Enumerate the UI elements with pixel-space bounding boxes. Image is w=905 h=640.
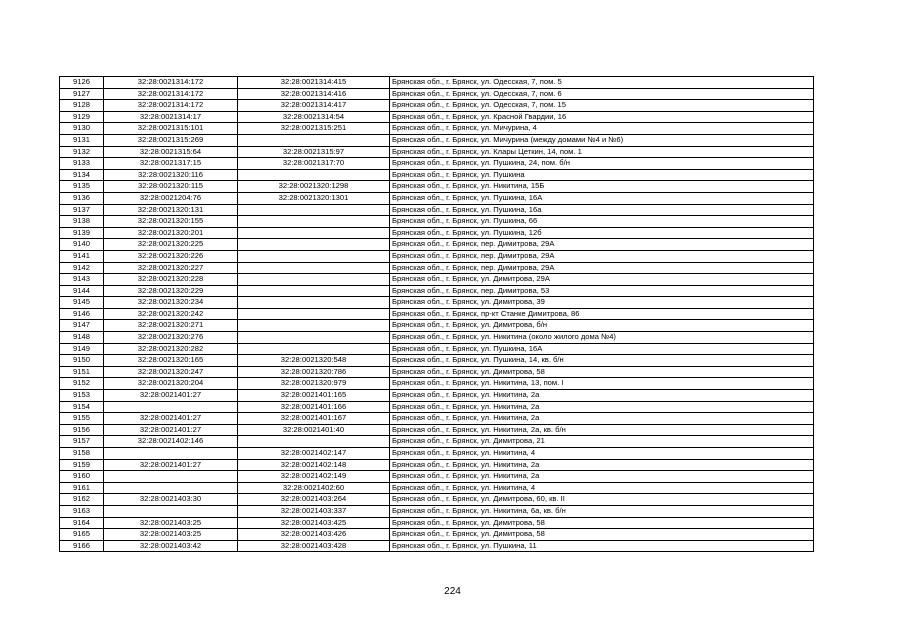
table-row <box>60 274 814 286</box>
object-cadastral-number-cell <box>238 285 390 297</box>
cadastral-number-cell: 32:28:0021320:276 <box>104 332 238 344</box>
cadastral-number-cell: 32:28:0021320:228 <box>104 274 238 286</box>
address-cell: Брянская обл., г. Брянск, ул. Одесская, 7, пом. 15 <box>390 100 814 112</box>
cadastral-number-cell: 32:28:0021315:64 <box>104 146 238 158</box>
address-cell: Брянская обл., г. Брянск, ул. Пушкина, 16а <box>390 204 814 216</box>
table-row <box>60 471 814 483</box>
row-number-cell: 9146 <box>60 308 104 320</box>
table-row <box>60 111 814 123</box>
cadastral-number-cell <box>104 482 238 494</box>
cadastral-number-cell: 32:28:0021320:227 <box>104 262 238 274</box>
cadastral-number-cell: 32:28:0021314:172 <box>104 100 238 112</box>
table-row <box>60 250 814 262</box>
address-cell: Брянская обл., г. Брянск, пер. Димитрова, 29А <box>390 250 814 262</box>
address-cell: Брянская обл., г. Брянск, ул. Мичурина (между домами №4 и №6) <box>390 134 814 146</box>
row-number-cell: 9157 <box>60 436 104 448</box>
cadastral-number-cell: 32:28:0021320:201 <box>104 227 238 239</box>
row-number-cell: 9145 <box>60 297 104 309</box>
table-row <box>60 181 814 193</box>
cadastral-number-cell: 32:28:0021204:76 <box>104 192 238 204</box>
table-row <box>60 517 814 529</box>
table-row <box>60 401 814 413</box>
address-cell: Брянская обл., г. Брянск, ул. Красной Гвардии, 16 <box>390 111 814 123</box>
object-cadastral-number-cell: 32:28:0021314:415 <box>238 77 390 89</box>
address-cell: Брянская обл., г. Брянск, ул. Никитина (около жилого дома №4) <box>390 332 814 344</box>
table-row <box>60 77 814 89</box>
address-cell: Брянская обл., г. Брянск, ул. Одесская, 7, пом. 5 <box>390 77 814 89</box>
address-cell: Брянская обл., г. Брянск, ул. Димитрова, 21 <box>390 436 814 448</box>
cadastral-number-cell: 32:28:0021320:155 <box>104 216 238 228</box>
address-cell: Брянская обл., г. Брянск, ул. Никитина, 2а <box>390 413 814 425</box>
address-cell: Брянская обл., г. Брянск, пр-кт Станке Димитрова, 86 <box>390 308 814 320</box>
row-number-cell: 9136 <box>60 192 104 204</box>
cadastral-number-cell: 32:28:0021320:165 <box>104 355 238 367</box>
cadastral-number-cell: 32:28:0021320:204 <box>104 378 238 390</box>
row-number-cell: 9139 <box>60 227 104 239</box>
table-row <box>60 227 814 239</box>
row-number-cell: 9158 <box>60 448 104 460</box>
cadastral-number-cell: 32:28:0021320:271 <box>104 320 238 332</box>
cadastral-number-cell: 32:28:0021401:27 <box>104 459 238 471</box>
address-cell: Брянская обл., г. Брянск, ул. Пушкина, 16А <box>390 343 814 355</box>
object-cadastral-number-cell <box>238 239 390 251</box>
address-cell: Брянская обл., г. Брянск, пер. Димитрова, 53 <box>390 285 814 297</box>
table-row <box>60 88 814 100</box>
row-number-cell: 9126 <box>60 77 104 89</box>
table-row <box>60 413 814 425</box>
address-cell: Брянская обл., г. Брянск, ул. Никитина, 2а <box>390 471 814 483</box>
table-row <box>60 529 814 541</box>
object-cadastral-number-cell: 32:28:0021403:426 <box>238 529 390 541</box>
table-row <box>60 332 814 344</box>
row-number-cell: 9166 <box>60 540 104 552</box>
row-number-cell: 9153 <box>60 390 104 402</box>
table-row <box>60 100 814 112</box>
table-row <box>60 320 814 332</box>
object-cadastral-number-cell: 32:28:0021402:60 <box>238 482 390 494</box>
row-number-cell: 9140 <box>60 239 104 251</box>
address-cell: Брянская обл., г. Брянск, ул. Никитина, 6а, кв. б/н <box>390 505 814 517</box>
row-number-cell: 9138 <box>60 216 104 228</box>
table-row <box>60 355 814 367</box>
table-row <box>60 540 814 552</box>
object-cadastral-number-cell <box>238 343 390 355</box>
object-cadastral-number-cell: 32:28:0021401:166 <box>238 401 390 413</box>
row-number-cell: 9156 <box>60 424 104 436</box>
row-number-cell: 9134 <box>60 169 104 181</box>
cadastral-number-cell: 32:28:0021320:242 <box>104 308 238 320</box>
object-cadastral-number-cell: 32:28:0021402:149 <box>238 471 390 483</box>
row-number-cell: 9148 <box>60 332 104 344</box>
row-number-cell: 9133 <box>60 158 104 170</box>
row-number-cell: 9127 <box>60 88 104 100</box>
row-number-cell: 9132 <box>60 146 104 158</box>
cadastral-number-cell <box>104 401 238 413</box>
cadastral-number-cell: 32:28:0021403:30 <box>104 494 238 506</box>
table-row <box>60 146 814 158</box>
object-cadastral-number-cell: 32:28:0021314:416 <box>238 88 390 100</box>
object-cadastral-number-cell <box>238 204 390 216</box>
table-body <box>60 77 814 552</box>
object-cadastral-number-cell <box>238 250 390 262</box>
object-cadastral-number-cell: 32:28:0021320:548 <box>238 355 390 367</box>
table-row <box>60 448 814 460</box>
cadastral-number-cell: 32:28:0021314:172 <box>104 77 238 89</box>
cadastral-number-cell: 32:28:0021320:282 <box>104 343 238 355</box>
row-number-cell: 9164 <box>60 517 104 529</box>
table-row <box>60 482 814 494</box>
table-row <box>60 424 814 436</box>
cadastral-number-cell: 32:28:0021320:115 <box>104 181 238 193</box>
table-row <box>60 505 814 517</box>
cadastral-number-cell: 32:28:0021315:101 <box>104 123 238 135</box>
table-row <box>60 366 814 378</box>
row-number-cell: 9142 <box>60 262 104 274</box>
object-cadastral-number-cell: 32:28:0021317:70 <box>238 158 390 170</box>
table-row <box>60 204 814 216</box>
row-number-cell: 9129 <box>60 111 104 123</box>
row-number-cell: 9150 <box>60 355 104 367</box>
address-cell: Брянская обл., г. Брянск, ул. Димитрова, 29А <box>390 274 814 286</box>
object-cadastral-number-cell: 32:28:0021320:1298 <box>238 181 390 193</box>
row-number-cell: 9149 <box>60 343 104 355</box>
row-number-cell: 9131 <box>60 134 104 146</box>
address-cell: Брянская обл., г. Брянск, ул. Димитрова, 58 <box>390 529 814 541</box>
row-number-cell: 9130 <box>60 123 104 135</box>
cadastral-number-cell: 32:28:0021403:25 <box>104 529 238 541</box>
row-number-cell: 9160 <box>60 471 104 483</box>
address-cell: Брянская обл., г. Брянск, ул. Мичурина, 4 <box>390 123 814 135</box>
object-cadastral-number-cell: 32:28:0021315:97 <box>238 146 390 158</box>
address-cell: Брянская обл., г. Брянск, ул. Димитрова, 39 <box>390 297 814 309</box>
cadastral-number-cell: 32:28:0021320:234 <box>104 297 238 309</box>
address-cell: Брянская обл., г. Брянск, ул. Никитина, 2а, кв. б/н <box>390 424 814 436</box>
address-cell: Брянская обл., г. Брянск, ул. Никитина, 4 <box>390 482 814 494</box>
address-cell: Брянская обл., г. Брянск, ул. Одесская, 7, пом. 6 <box>390 88 814 100</box>
table-row <box>60 134 814 146</box>
row-number-cell: 9143 <box>60 274 104 286</box>
address-cell: Брянская обл., г. Брянск, ул. Пушкина, 24, пом. б/н <box>390 158 814 170</box>
cadastral-number-cell: 32:28:0021401:27 <box>104 390 238 402</box>
cadastral-number-cell: 32:28:0021403:42 <box>104 540 238 552</box>
row-number-cell: 9159 <box>60 459 104 471</box>
object-cadastral-number-cell: 32:28:0021320:1301 <box>238 192 390 204</box>
object-cadastral-number-cell: 32:28:0021401:167 <box>238 413 390 425</box>
cadastral-number-cell: 32:28:0021320:116 <box>104 169 238 181</box>
object-cadastral-number-cell: 32:28:0021403:264 <box>238 494 390 506</box>
address-cell: Брянская обл., г. Брянск, ул. Никитина, 2а <box>390 459 814 471</box>
cadastral-number-cell: 32:28:0021320:226 <box>104 250 238 262</box>
cadastral-number-cell: 32:28:0021401:27 <box>104 424 238 436</box>
address-cell: Брянская обл., г. Брянск, ул. Никитина, 2а <box>390 401 814 413</box>
address-cell: Брянская обл., г. Брянск, ул. Димитрова, 58 <box>390 517 814 529</box>
table-row <box>60 343 814 355</box>
object-cadastral-number-cell: 32:28:0021320:979 <box>238 378 390 390</box>
row-number-cell: 9151 <box>60 366 104 378</box>
cadastral-number-cell: 32:28:0021314:172 <box>104 88 238 100</box>
address-cell: Брянская обл., г. Брянск, ул. Пушкина <box>390 169 814 181</box>
row-number-cell: 9165 <box>60 529 104 541</box>
table-row <box>60 308 814 320</box>
table-row <box>60 216 814 228</box>
object-cadastral-number-cell <box>238 134 390 146</box>
table-row <box>60 297 814 309</box>
address-cell: Брянская обл., г. Брянск, пер. Димитрова, 29А <box>390 262 814 274</box>
object-cadastral-number-cell: 32:28:0021402:147 <box>238 448 390 460</box>
address-cell: Брянская обл., г. Брянск, ул. Димитрова, 58 <box>390 366 814 378</box>
object-cadastral-number-cell <box>238 262 390 274</box>
table-row <box>60 239 814 251</box>
address-cell: Брянская обл., г. Брянск, ул. Никитина, 13, пом. I <box>390 378 814 390</box>
table-row <box>60 123 814 135</box>
address-cell: Брянская обл., г. Брянск, ул. Пушкина, 12б <box>390 227 814 239</box>
cadastral-number-cell: 32:28:0021314:17 <box>104 111 238 123</box>
table-row <box>60 390 814 402</box>
row-number-cell: 9128 <box>60 100 104 112</box>
address-cell: Брянская обл., г. Брянск, ул. Пушкина, 11 <box>390 540 814 552</box>
object-cadastral-number-cell: 32:28:0021401:165 <box>238 390 390 402</box>
cadastral-number-cell: 32:28:0021403:25 <box>104 517 238 529</box>
object-cadastral-number-cell <box>238 308 390 320</box>
table-row <box>60 459 814 471</box>
table-row <box>60 169 814 181</box>
page-number: 224 <box>444 586 461 597</box>
property-register-table <box>59 76 814 552</box>
row-number-cell: 9147 <box>60 320 104 332</box>
cadastral-number-cell <box>104 471 238 483</box>
cadastral-number-cell: 32:28:0021315:269 <box>104 134 238 146</box>
cadastral-number-cell <box>104 448 238 460</box>
address-cell: Брянская обл., г. Брянск, ул. Пушкина, 16А <box>390 192 814 204</box>
object-cadastral-number-cell: 32:28:0021403:425 <box>238 517 390 529</box>
row-number-cell: 9154 <box>60 401 104 413</box>
address-cell: Брянская обл., г. Брянск, ул. Пушкина, 66 <box>390 216 814 228</box>
row-number-cell: 9162 <box>60 494 104 506</box>
address-cell: Брянская обл., г. Брянск, ул. Димитрова, б/н <box>390 320 814 332</box>
table-row <box>60 494 814 506</box>
address-cell: Брянская обл., г. Брянск, ул. Клары Цеткин, 14, пом. 1 <box>390 146 814 158</box>
object-cadastral-number-cell: 32:28:0021314:54 <box>238 111 390 123</box>
object-cadastral-number-cell: 32:28:0021314:417 <box>238 100 390 112</box>
cadastral-number-cell: 32:28:0021401:27 <box>104 413 238 425</box>
row-number-cell: 9155 <box>60 413 104 425</box>
object-cadastral-number-cell: 32:28:0021320:786 <box>238 366 390 378</box>
object-cadastral-number-cell <box>238 216 390 228</box>
object-cadastral-number-cell <box>238 436 390 448</box>
address-cell: Брянская обл., г. Брянск, ул. Никитина, 4 <box>390 448 814 460</box>
row-number-cell: 9161 <box>60 482 104 494</box>
object-cadastral-number-cell: 32:28:0021403:337 <box>238 505 390 517</box>
address-cell: Брянская обл., г. Брянск, ул. Никитина, 2а <box>390 390 814 402</box>
object-cadastral-number-cell <box>238 332 390 344</box>
row-number-cell: 9137 <box>60 204 104 216</box>
object-cadastral-number-cell: 32:28:0021401:40 <box>238 424 390 436</box>
address-cell: Брянская обл., г. Брянск, пер. Димитрова, 29А <box>390 239 814 251</box>
table-row <box>60 285 814 297</box>
table-row <box>60 192 814 204</box>
object-cadastral-number-cell: 32:28:0021403:428 <box>238 540 390 552</box>
table-row <box>60 436 814 448</box>
table-row <box>60 378 814 390</box>
row-number-cell: 9135 <box>60 181 104 193</box>
object-cadastral-number-cell: 32:28:0021402:148 <box>238 459 390 471</box>
cadastral-number-cell: 32:28:0021317:15 <box>104 158 238 170</box>
cadastral-number-cell: 32:28:0021320:247 <box>104 366 238 378</box>
cadastral-number-cell: 32:28:0021320:225 <box>104 239 238 251</box>
object-cadastral-number-cell <box>238 320 390 332</box>
cadastral-number-cell: 32:28:0021320:131 <box>104 204 238 216</box>
row-number-cell: 9163 <box>60 505 104 517</box>
cadastral-number-cell <box>104 505 238 517</box>
object-cadastral-number-cell <box>238 274 390 286</box>
row-number-cell: 9144 <box>60 285 104 297</box>
cadastral-number-cell: 32:28:0021320:229 <box>104 285 238 297</box>
table-row <box>60 262 814 274</box>
table-row <box>60 158 814 170</box>
object-cadastral-number-cell <box>238 297 390 309</box>
address-cell: Брянская обл., г. Брянск, ул. Димитрова, 60, кв. II <box>390 494 814 506</box>
object-cadastral-number-cell <box>238 227 390 239</box>
row-number-cell: 9141 <box>60 250 104 262</box>
row-number-cell: 9152 <box>60 378 104 390</box>
address-cell: Брянская обл., г. Брянск, ул. Никитина, 15Б <box>390 181 814 193</box>
object-cadastral-number-cell <box>238 169 390 181</box>
cadastral-number-cell: 32:28:0021402:146 <box>104 436 238 448</box>
address-cell: Брянская обл., г. Брянск, ул. Пушкина, 14, кв. б/н <box>390 355 814 367</box>
object-cadastral-number-cell: 32:28:0021315:251 <box>238 123 390 135</box>
